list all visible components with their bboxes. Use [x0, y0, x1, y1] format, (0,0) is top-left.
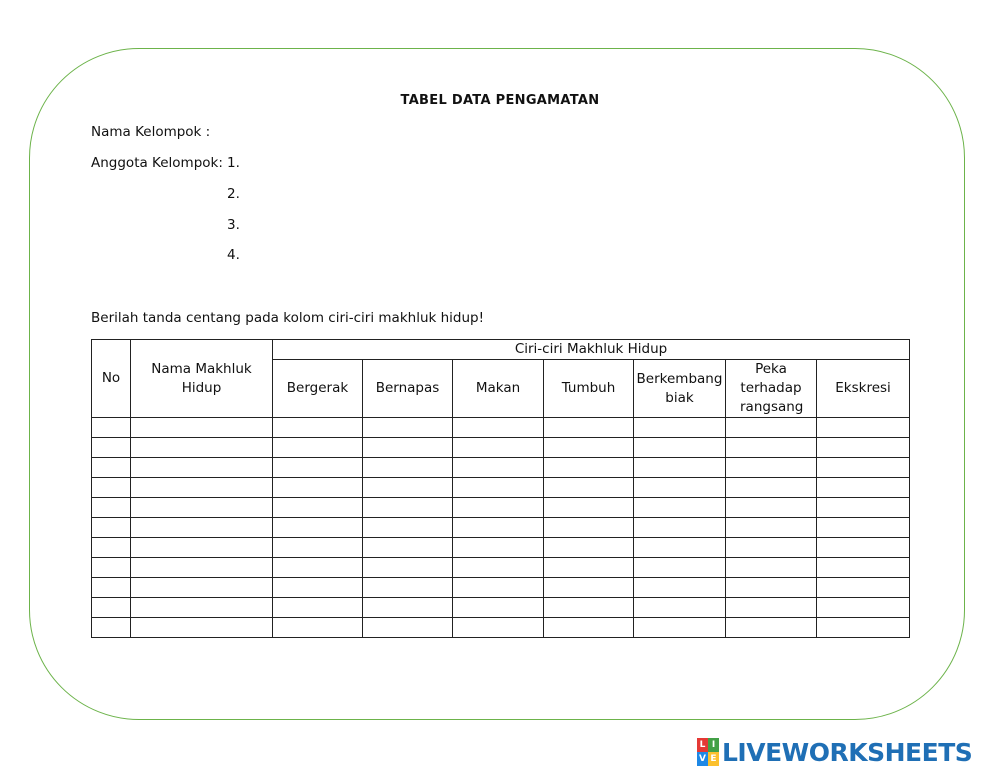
- header-traits-group: Ciri-ciri Makhluk Hidup: [273, 340, 910, 360]
- cell-checkbox[interactable]: [363, 598, 453, 618]
- cell-checkbox[interactable]: [453, 478, 544, 498]
- table-row: [92, 498, 910, 518]
- header-trait: Ekskresi: [817, 360, 910, 418]
- cell-checkbox[interactable]: [634, 578, 726, 598]
- cell-checkbox[interactable]: [544, 578, 634, 598]
- member-number: 3.: [227, 217, 240, 233]
- cell-checkbox[interactable]: [273, 498, 363, 518]
- table-row: [92, 438, 910, 458]
- header-trait-text: Peka terhadap rangsang: [740, 361, 804, 415]
- cell-name[interactable]: [131, 558, 273, 578]
- cell-checkbox[interactable]: [726, 498, 817, 518]
- cell-checkbox[interactable]: [634, 618, 726, 638]
- cell-checkbox[interactable]: [634, 438, 726, 458]
- cell-checkbox[interactable]: [273, 418, 363, 438]
- cell-checkbox[interactable]: [817, 418, 910, 438]
- header-trait: Makan: [453, 360, 544, 418]
- cell-name[interactable]: [131, 618, 273, 638]
- cell-checkbox[interactable]: [726, 618, 817, 638]
- cell-checkbox[interactable]: [453, 558, 544, 578]
- cell-checkbox[interactable]: [726, 438, 817, 458]
- cell-no[interactable]: [92, 578, 131, 598]
- cell-name[interactable]: [131, 598, 273, 618]
- cell-checkbox[interactable]: [363, 618, 453, 638]
- cell-checkbox[interactable]: [544, 558, 634, 578]
- page-title: TABEL DATA PENGAMATAN: [400, 93, 600, 108]
- cell-checkbox[interactable]: [544, 618, 634, 638]
- cell-checkbox[interactable]: [363, 538, 453, 558]
- cell-checkbox[interactable]: [273, 458, 363, 478]
- cell-checkbox[interactable]: [634, 498, 726, 518]
- cell-name[interactable]: [131, 578, 273, 598]
- cell-checkbox[interactable]: [726, 518, 817, 538]
- cell-checkbox[interactable]: [544, 418, 634, 438]
- cell-name[interactable]: [131, 498, 273, 518]
- cell-name[interactable]: [131, 538, 273, 558]
- cell-checkbox[interactable]: [273, 578, 363, 598]
- cell-checkbox[interactable]: [363, 578, 453, 598]
- header-name-text: Nama Makhluk Hidup: [151, 360, 252, 396]
- cell-checkbox[interactable]: [453, 498, 544, 518]
- cell-checkbox[interactable]: [726, 598, 817, 618]
- cell-checkbox[interactable]: [634, 518, 726, 538]
- cell-checkbox[interactable]: [634, 418, 726, 438]
- group-name-label: Nama Kelompok :: [91, 124, 211, 140]
- member-number: 1.: [227, 155, 240, 171]
- cell-checkbox[interactable]: [453, 458, 544, 478]
- cell-no[interactable]: [92, 498, 131, 518]
- logo-letter: V: [697, 752, 708, 766]
- header-trait: Tumbuh: [544, 360, 634, 418]
- cell-checkbox[interactable]: [726, 578, 817, 598]
- member-number: 4.: [227, 247, 240, 263]
- cell-name[interactable]: [131, 458, 273, 478]
- cell-checkbox[interactable]: [634, 598, 726, 618]
- table-row: [92, 518, 910, 538]
- cell-checkbox[interactable]: [726, 418, 817, 438]
- cell-checkbox[interactable]: [544, 458, 634, 478]
- cell-checkbox[interactable]: [817, 438, 910, 458]
- cell-checkbox[interactable]: [817, 498, 910, 518]
- cell-checkbox[interactable]: [544, 438, 634, 458]
- cell-checkbox[interactable]: [544, 478, 634, 498]
- cell-checkbox[interactable]: [453, 418, 544, 438]
- liveworksheets-logo: [697, 736, 972, 768]
- cell-checkbox[interactable]: [634, 558, 726, 578]
- header-trait: Berkembang biak: [634, 360, 726, 418]
- cell-checkbox[interactable]: [273, 558, 363, 578]
- cell-checkbox[interactable]: [544, 598, 634, 618]
- cell-checkbox[interactable]: [544, 518, 634, 538]
- table-row: [92, 558, 910, 578]
- cell-no[interactable]: [92, 558, 131, 578]
- cell-checkbox[interactable]: [453, 438, 544, 458]
- cell-checkbox[interactable]: [363, 518, 453, 538]
- cell-checkbox[interactable]: [634, 478, 726, 498]
- cell-no[interactable]: [92, 438, 131, 458]
- cell-checkbox[interactable]: [273, 478, 363, 498]
- logo-letter: L: [697, 738, 708, 752]
- cell-no[interactable]: [92, 518, 131, 538]
- instruction-text: Berilah tanda centang pada kolom ciri-ciri makhluk hidup!: [91, 310, 485, 326]
- cell-checkbox[interactable]: [634, 458, 726, 478]
- cell-checkbox[interactable]: [544, 538, 634, 558]
- cell-checkbox[interactable]: [817, 558, 910, 578]
- cell-checkbox[interactable]: [363, 438, 453, 458]
- members-label: Anggota Kelompok:: [91, 155, 223, 171]
- cell-checkbox[interactable]: [817, 458, 910, 478]
- member-number: 2.: [227, 186, 240, 202]
- header-trait: Bergerak: [273, 360, 363, 418]
- logo-letter: I: [708, 738, 719, 752]
- logo-mark-icon: [697, 738, 719, 766]
- cell-no[interactable]: [92, 618, 131, 638]
- cell-no[interactable]: [92, 458, 131, 478]
- cell-name[interactable]: [131, 478, 273, 498]
- table-row: [92, 578, 910, 598]
- cell-checkbox[interactable]: [363, 558, 453, 578]
- cell-name[interactable]: [131, 438, 273, 458]
- cell-checkbox[interactable]: [726, 478, 817, 498]
- cell-no[interactable]: [92, 418, 131, 438]
- observation-table: [91, 339, 910, 638]
- cell-checkbox[interactable]: [726, 458, 817, 478]
- header-no: No: [92, 340, 131, 418]
- cell-no[interactable]: [92, 478, 131, 498]
- cell-no[interactable]: [92, 598, 131, 618]
- cell-checkbox[interactable]: [453, 538, 544, 558]
- cell-checkbox[interactable]: [817, 598, 910, 618]
- cell-checkbox[interactable]: [817, 518, 910, 538]
- cell-checkbox[interactable]: [363, 478, 453, 498]
- cell-checkbox[interactable]: [544, 498, 634, 518]
- table-row: [92, 538, 910, 558]
- logo-text: LIVEWORKSHEETS: [722, 737, 973, 767]
- cell-checkbox[interactable]: [634, 538, 726, 558]
- cell-checkbox[interactable]: [363, 458, 453, 478]
- table-row: [92, 598, 910, 618]
- cell-no[interactable]: [92, 538, 131, 558]
- table-row: [92, 618, 910, 638]
- cell-checkbox[interactable]: [817, 478, 910, 498]
- logo-letter: E: [708, 752, 719, 766]
- cell-checkbox[interactable]: [363, 418, 453, 438]
- header-name: [131, 340, 273, 418]
- header-trait: [726, 360, 817, 418]
- cell-checkbox[interactable]: [817, 618, 910, 638]
- table-row: [92, 478, 910, 498]
- cell-checkbox[interactable]: [273, 618, 363, 638]
- cell-checkbox[interactable]: [726, 538, 817, 558]
- cell-checkbox[interactable]: [363, 498, 453, 518]
- table-row: [92, 458, 910, 478]
- cell-checkbox[interactable]: [453, 598, 544, 618]
- cell-checkbox[interactable]: [817, 578, 910, 598]
- cell-checkbox[interactable]: [453, 618, 544, 638]
- cell-checkbox[interactable]: [273, 598, 363, 618]
- cell-name[interactable]: [131, 518, 273, 538]
- cell-checkbox[interactable]: [273, 518, 363, 538]
- cell-checkbox[interactable]: [817, 538, 910, 558]
- cell-name[interactable]: [131, 418, 273, 438]
- table-row: [92, 418, 910, 438]
- cell-checkbox[interactable]: [273, 438, 363, 458]
- cell-checkbox[interactable]: [273, 538, 363, 558]
- header-trait: Bernapas: [363, 360, 453, 418]
- cell-checkbox[interactable]: [453, 578, 544, 598]
- cell-checkbox[interactable]: [726, 558, 817, 578]
- cell-checkbox[interactable]: [453, 518, 544, 538]
